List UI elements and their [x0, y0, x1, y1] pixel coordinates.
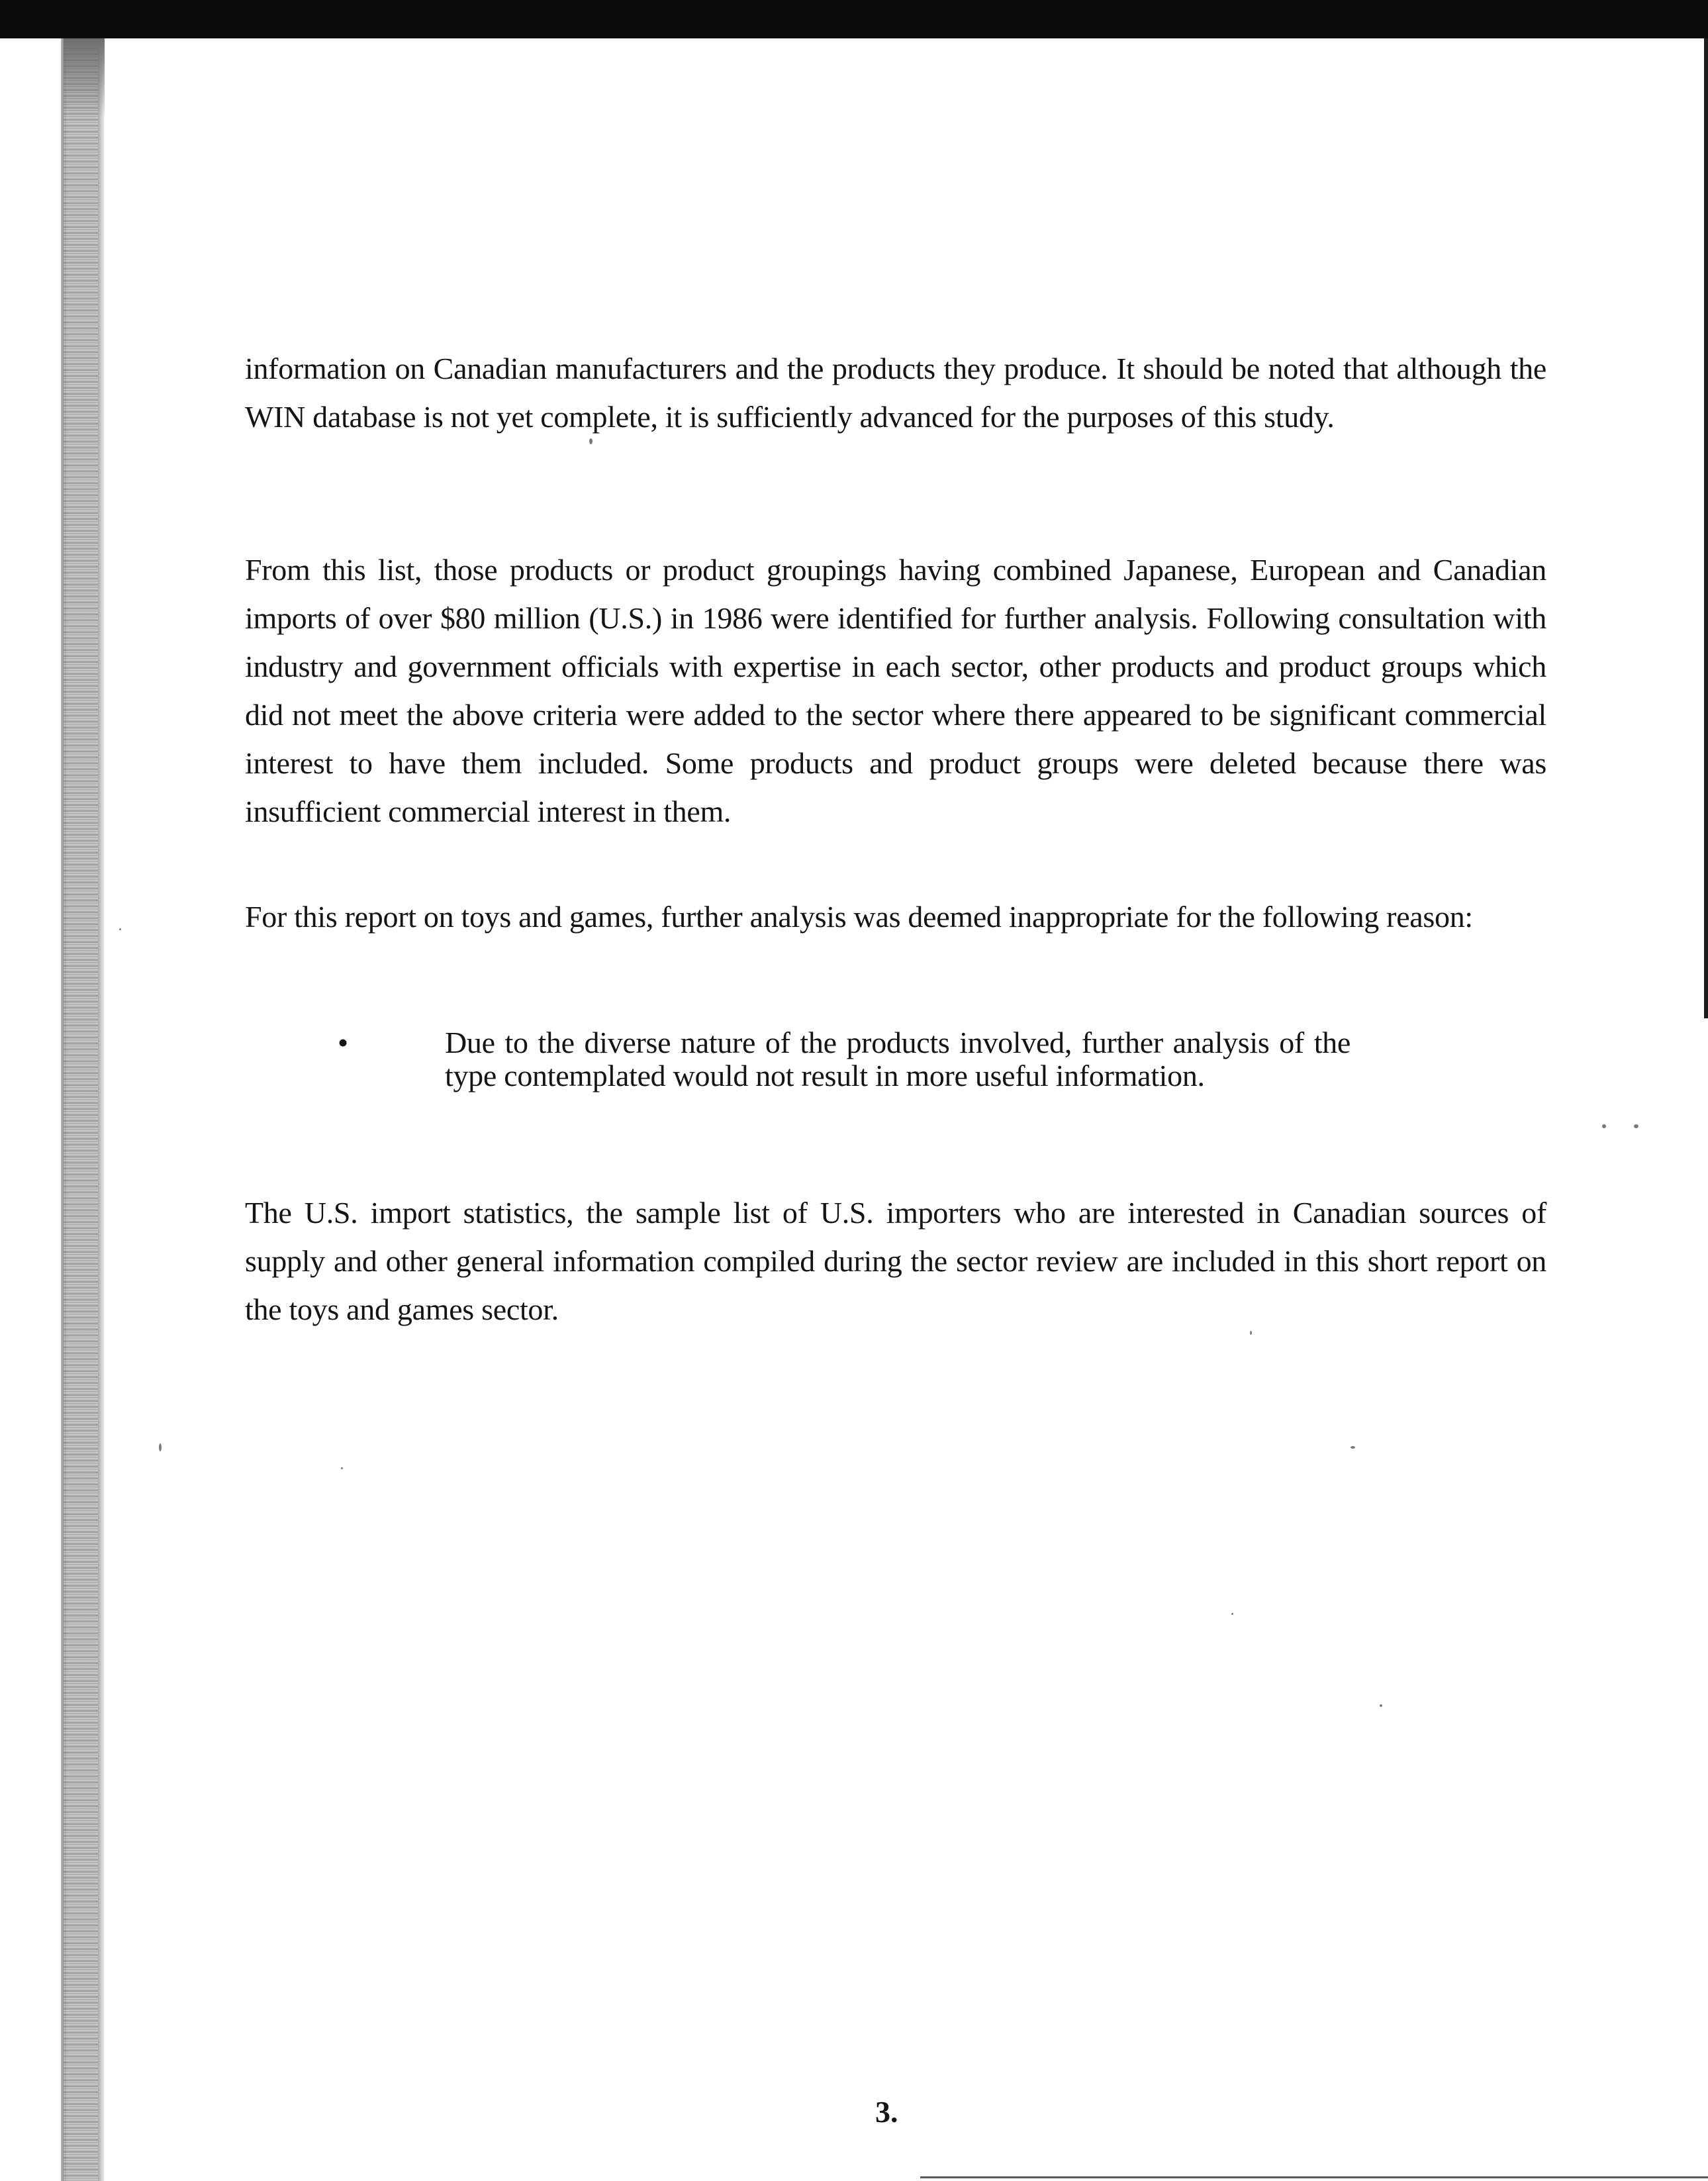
binding-strip [0, 38, 66, 2181]
scan-speck [341, 1467, 343, 1469]
scan-bottom-edge [920, 2176, 1708, 2178]
binding-shadow [64, 38, 105, 118]
scan-speck [1231, 1613, 1233, 1615]
scan-speck [1602, 1124, 1606, 1128]
paragraph-product-selection: From this list, those products or product groupings having combined Japanese, European and Canadian imports of over $80 million (U.S.) in 1986 were identified for further analysis. Following consultation with industry and government officials with expertise in each sector, other products and product groups which did not meet the above criteria were added to the sector where there appeared to be significant commercial interest to have them included. Some products and product groups were deleted because there was insufficient commercial interest in them. [245, 553, 1546, 828]
scan-speck [1351, 1446, 1355, 1449]
scan-speck [159, 1443, 162, 1451]
page-number: 3. [875, 2095, 898, 2129]
scan-speck [1380, 1704, 1382, 1707]
paragraph-win-database: information on Canadian manufacturers and the products they produce. It should be noted that although the WIN database is not yet complete, it is sufficiently advanced for the purposes of this study. [245, 352, 1546, 434]
scan-top-edge [0, 0, 1708, 38]
scan-speck [119, 928, 121, 930]
paragraph-analysis-reason: For this report on toys and games, further analysis was deemed inappropriate for the following reason: [245, 900, 1473, 934]
scan-speck [1634, 1124, 1638, 1128]
scan-speck [1250, 1331, 1252, 1335]
bullet-icon: • [338, 1026, 349, 1059]
bullet-text: Due to the diverse nature of the products involved, further analysis of the type contemplated would not result in more useful information. [445, 1026, 1351, 1092]
scan-right-edge [1704, 38, 1708, 1018]
paragraph-closing: The U.S. import statistics, the sample list of U.S. importers who are interested in Canadian sources of supply and other general information compiled during the sector review are included in this short report on the toys and games sector. [245, 1196, 1546, 1326]
scan-speck [589, 438, 593, 444]
